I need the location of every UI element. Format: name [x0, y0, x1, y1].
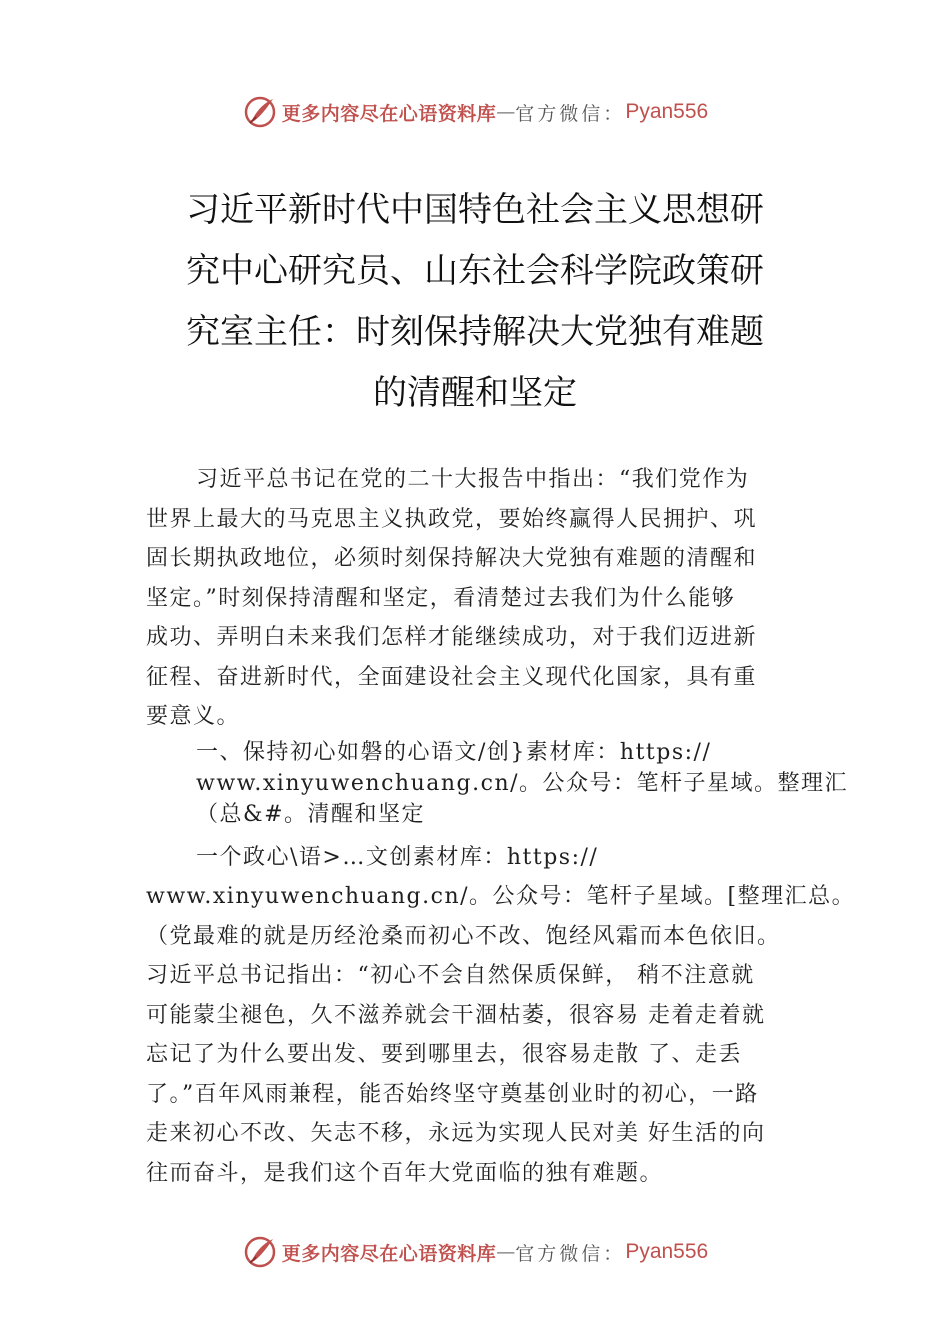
banner-wechat-label: 官方微信： — [515, 102, 626, 125]
text-line: 忘记了为什么要出发、要到哪里去，很容易走散 了、走丢 — [146, 1042, 742, 1067]
heading-line: www.xinyuwenchuang.cn/。公众号：笔杆子星域。整理汇 — [196, 770, 849, 796]
banner-wechat-id: Pyan556 — [625, 100, 709, 123]
banner-separator: — — [496, 101, 516, 123]
banner-wechat-label: 官方微信： — [515, 1242, 626, 1265]
text-line: 要意义。 — [146, 704, 241, 729]
text-line: 习近平总书记指出：“初心不会自然保质保鲜， 稍不注意就 — [146, 963, 755, 988]
title-line: 的清醒和坚定 — [373, 373, 577, 413]
text-line: 征程、奋进新时代，全面建设社会主义现代化国家，具有重 — [146, 664, 758, 690]
quill-logo-icon — [242, 1234, 278, 1270]
text-line: （党最难的就是历经沧桑而初心不改、饱经风霜而本色依旧。 — [146, 923, 781, 949]
text-line: 走来初心不改、矢志不移，永远为实现人民对美 好生活的向 — [146, 1121, 766, 1146]
footer-banner — [0, 1232, 950, 1272]
title-line: 究室主任：时刻保持解决大党独有难题 — [186, 312, 764, 352]
paragraph-1 — [146, 460, 846, 737]
text-line: 坚定。”时刻保持清醒和坚定，看清楚过去我们为什么能够 — [146, 585, 736, 611]
text-line: 了。”百年风雨兼程，能否始终坚守奠基创业时的初心，一路 — [146, 1081, 759, 1107]
title-line: 习近平新时代中国特色社会主义思想研 — [186, 190, 764, 230]
text-line: 世界上最大的马克思主义执政党，要始终赢得人民拥护、巩 — [146, 506, 758, 532]
title-line: 究中心研究员、山东社会科学院政策研 — [186, 251, 764, 291]
heading-line: （总&#。清醒和坚定 — [196, 801, 426, 827]
quill-logo-icon — [242, 94, 278, 130]
section-heading-1 — [146, 737, 849, 830]
header-banner — [0, 92, 950, 132]
text-line: 可能蒙尘褪色，久不滋养就会干涸枯萎，很容易 走着走着就 — [146, 1002, 766, 1028]
banner-wechat-id: Pyan556 — [625, 1240, 709, 1263]
text-line: www.xinyuwenchuang.cn/。公众号：笔杆子星域。[整理汇总。 — [146, 884, 856, 909]
banner-text: 更多内容尽在心语资料库 — [281, 102, 497, 125]
text-line: 往而奋斗，是我们这个百年大党面临的独有难题。 — [146, 1160, 664, 1186]
document-body — [146, 460, 856, 1193]
banner-separator: — — [496, 1241, 516, 1263]
banner-text: 更多内容尽在心语资料库 — [281, 1242, 497, 1265]
heading-line: 一、保持初心如磐的心语文/创}素材库：https:// — [196, 739, 712, 765]
text-line: 固长期执政地位，必须时刻保持解决大党独有难题的清醒和 — [146, 546, 758, 571]
text-line: 一个政心\语>…文创素材库：https:// — [196, 844, 599, 870]
text-line: 成功、弄明白未来我们怎样才能继续成功，对于我们迈进新 — [146, 625, 758, 650]
document-title — [100, 180, 850, 424]
text-line: 习近平总书记在党的二十大报告中指出：“我们党作为 — [196, 467, 750, 492]
paragraph-2 — [146, 838, 856, 1194]
